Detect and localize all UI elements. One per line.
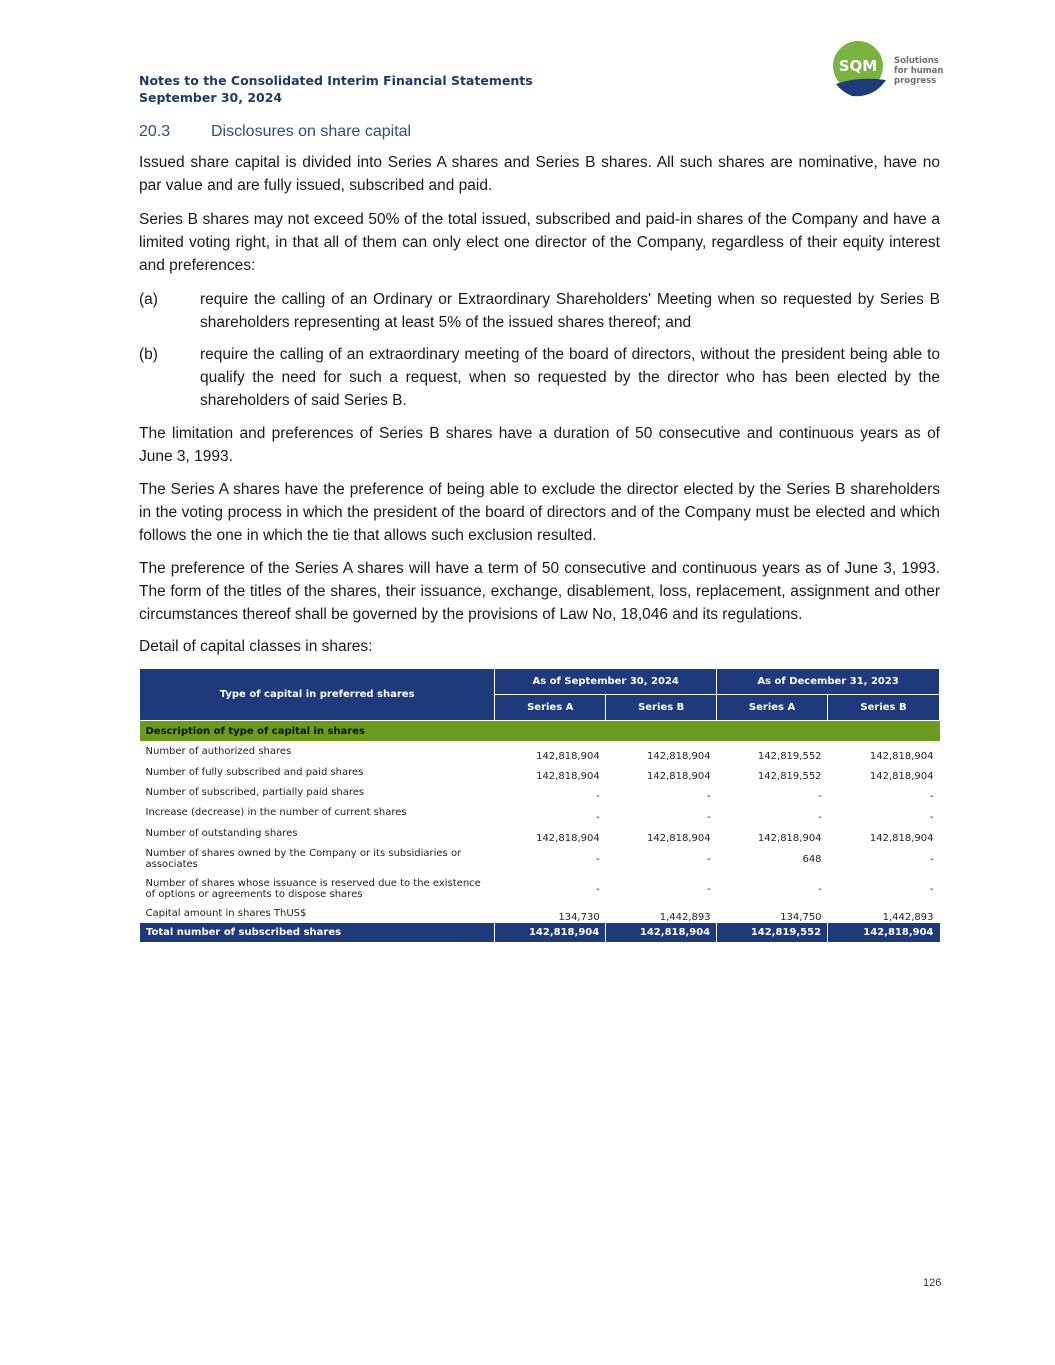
list-marker-b: (b): [139, 346, 158, 363]
cell-value: -: [929, 791, 934, 802]
cell-value: 134,750: [780, 912, 822, 923]
list-item-a: [139, 288, 940, 334]
total-value: 142,818,904: [828, 923, 940, 942]
logo-brand-text: SQM: [838, 57, 878, 75]
cell-value: 142,818,904: [869, 771, 934, 782]
cell-value: 142,818,904: [536, 833, 600, 844]
cell-value: 142,818,904: [869, 833, 934, 844]
logo-tagline: [894, 56, 943, 86]
cell-value: -: [707, 791, 711, 802]
cell-value: 142,818,904: [647, 833, 711, 844]
row-label: Capital amount in shares ThUS$: [145, 908, 307, 919]
header-title-line2: September 30, 2024: [139, 90, 283, 105]
cell-value: -: [596, 791, 600, 802]
list-text-b: require the calling of an extraordinary meeting of the board of directors, without the president being able to qualify the need for such a request, when so requested by the director who has been elected by the shareholders of said Series B.: [200, 346, 940, 409]
row-label: Increase (decrease) in the number of current shares: [145, 807, 407, 818]
cell-value: 142,818,904: [647, 751, 711, 762]
period-header-2024: As of September 30, 2024: [495, 669, 717, 695]
row-label: Number of outstanding shares: [145, 828, 298, 839]
row-label: Number of authorized shares: [145, 746, 292, 757]
header-title-line1: Notes to the Consolidated Interim Financial Statements: [139, 73, 533, 88]
paragraph-1: Issued share capital is divided into Series A shares and Series B shares. All such shares are nominative, have no par value and are fully issued, subscribed and paid.: [139, 154, 940, 194]
corner-header: Type of capital in preferred shares: [140, 669, 495, 721]
cell-value: -: [596, 812, 600, 823]
cell-value: -: [596, 853, 600, 865]
cell-value: 1,442,893: [659, 912, 711, 923]
table-section-row: [140, 721, 940, 742]
cell-value: -: [929, 883, 934, 895]
table-row: [140, 802, 940, 823]
cell-value: -: [929, 853, 934, 865]
table-row: [140, 904, 940, 923]
table-total-row: [140, 923, 940, 942]
table-row: [140, 782, 940, 802]
paragraph-2: Series B shares may not exceed 50% of the total issued, subscribed and paid-in shares of the Company and have a limited voting right, in that all of them can only elect one director of the Company, regardless of their equity interest and preferences:: [139, 211, 940, 274]
table-row: [140, 844, 940, 874]
subheader-series-a-2023: Series A: [717, 695, 828, 721]
cell-value: -: [817, 812, 822, 823]
cell-value: -: [929, 812, 934, 823]
table-row: [140, 741, 940, 762]
row-label: Number of fully subscribed and paid shares: [145, 766, 364, 778]
cell-value: 648: [802, 853, 822, 865]
cell-value: 142,818,904: [869, 751, 934, 762]
cell-value: -: [707, 883, 711, 895]
paragraph-5: The preference of the Series A shares will have a term of 50 consecutive and continuous years as of June 3, 1993. The form of the titles of the shares, their issuance, exchange, disablement, loss, replacement, assignment and other circumstances thereof shall be governed by the provisions of Law No, 18,046 and its regulations.: [139, 560, 940, 623]
subheader-series-b-2023: Series B: [828, 695, 940, 721]
cell-value: 142,819,552: [757, 771, 822, 782]
page-number: 126: [923, 1277, 942, 1289]
paragraph-4: The Series A shares have the preference of being able to exclude the director elected by the Series B shareholders in the voting process in which the president of the board of directors and of the Company must be elected and which follows the one in which the tie that allows such exclusion resulted.: [139, 481, 940, 544]
table-header-row: [140, 669, 940, 695]
row-label: Number of shares owned by the Company or its subsidiaries or associates: [145, 848, 462, 870]
total-value: 142,818,904: [606, 923, 717, 942]
cell-value: 142,818,904: [757, 833, 822, 844]
paragraph-3: The limitation and preferences of Series B shares have a duration of 50 consecutive and continuous years as of June 3, 1993.: [139, 425, 940, 465]
total-value: 142,819,552: [717, 923, 828, 942]
section-number: 20.3: [139, 123, 171, 140]
cell-value: 134,730: [558, 912, 600, 923]
table-row: [140, 874, 940, 904]
capital-table: [139, 668, 940, 942]
cell-value: 142,818,904: [536, 771, 600, 782]
cell-value: -: [596, 883, 600, 895]
list-marker-a: (a): [139, 291, 158, 308]
table-row: [140, 762, 940, 782]
total-value: 142,818,904: [495, 923, 606, 942]
row-label: Number of subscribed, partially paid shares: [145, 786, 365, 798]
document-header: [139, 72, 533, 106]
section-title: Disclosures on share capital: [211, 123, 412, 140]
cell-value: 142,818,904: [536, 751, 600, 762]
cell-value: -: [707, 812, 711, 823]
logo-tagline-line1: Solutions: [894, 56, 939, 66]
cell-value: -: [817, 791, 822, 802]
list-text-a: require the calling of an Ordinary or Extraordinary Shareholders' Meeting when so requested by Series B shareholders representing at least 5% of the issued shares thereof; and: [200, 291, 940, 331]
total-label: Total number of subscribed shares: [140, 923, 495, 942]
cell-value: 142,818,904: [647, 771, 711, 782]
section-heading: [139, 123, 411, 141]
subheader-series-a-2024: Series A: [495, 695, 606, 721]
period-header-2023: As of December 31, 2023: [717, 669, 940, 695]
logo-tagline-line3: progress: [894, 76, 937, 86]
cell-value: 142,819,552: [757, 751, 822, 762]
row-label: Number of shares whose issuance is reserved due to the existence of options or agreements to dispose shares: [145, 878, 481, 900]
subheader-series-b-2024: Series B: [606, 695, 717, 721]
cell-value: -: [817, 883, 822, 895]
table-row: [140, 823, 940, 844]
list-item-b: [139, 343, 940, 412]
cell-value: -: [707, 853, 711, 865]
logo-tagline-line2: for human: [894, 66, 944, 76]
section-label: Description of type of capital in shares: [140, 721, 940, 742]
paragraph-6: Detail of capital classes in shares:: [139, 638, 373, 655]
cell-value: 1,442,893: [882, 912, 934, 923]
